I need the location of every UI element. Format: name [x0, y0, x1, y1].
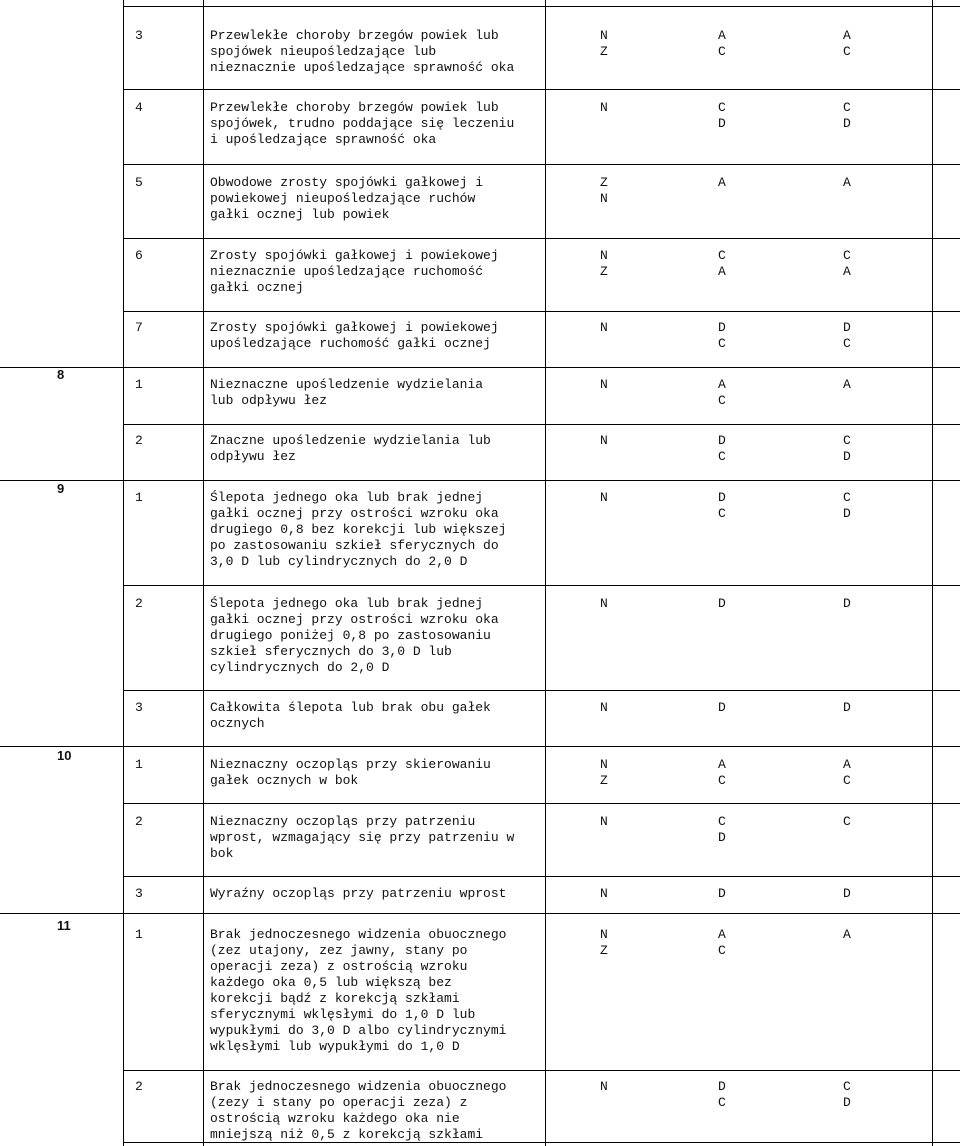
category-column-1: N Z	[600, 757, 608, 788]
category-column-1: N Z	[600, 248, 608, 279]
category-column-1: N	[600, 700, 608, 715]
category-column-2: A	[718, 175, 726, 190]
row-divider	[123, 6, 960, 7]
category-column-2: D C	[718, 433, 726, 464]
row-description: Nieznaczny oczopląs przy patrzeniu wprost, wzmagający się przy patrzeniu w bok	[210, 814, 515, 861]
category-column-3: D	[843, 886, 851, 901]
group-divider	[0, 746, 960, 747]
row-number: 1	[135, 757, 143, 772]
row-description: Przewlekłe choroby brzegów powiek lub spojówek nieupośledzające lub nieznacznie upośledzające sprawność oka	[210, 28, 515, 75]
row-number: 2	[135, 1079, 143, 1094]
column-divider	[932, 0, 933, 1146]
category-column-1: N	[600, 596, 608, 611]
row-description: Nieznaczny oczopląs przy skierowaniu gałek ocznych w bok	[210, 757, 491, 788]
category-column-1: N Z	[600, 28, 608, 59]
category-column-3: A C	[843, 28, 851, 59]
row-divider	[123, 690, 960, 691]
category-column-1: Z N	[600, 175, 608, 206]
category-column-3: A	[843, 927, 851, 942]
row-number: 1	[135, 490, 143, 505]
category-column-3: A	[843, 377, 851, 392]
row-number: 5	[135, 175, 143, 190]
category-column-1: N	[600, 1079, 608, 1094]
group-number: 8	[57, 367, 65, 382]
category-column-2: C D	[718, 814, 726, 845]
row-number: 1	[135, 377, 143, 392]
category-column-3: C D	[843, 490, 851, 521]
row-description: Wyraźny oczopląs przy patrzeniu wprost	[210, 886, 507, 901]
row-description: Brak jednoczesnego widzenia obuocznego (zezy i stany po operacji zeza) z ostrością wzroku każdego oka nie mniejszą niż 0,5 z korekcją szkłami	[210, 1079, 507, 1142]
row-description: Znaczne upośledzenie wydzielania lub odpływu łez	[210, 433, 491, 464]
category-column-1: N Z	[600, 927, 608, 958]
row-description: Przewlekłe choroby brzegów powiek lub spojówek, trudno poddające się leczeniu i upośledzające sprawność oka	[210, 100, 515, 147]
category-column-2: A C	[718, 927, 726, 958]
group-number: 10	[57, 748, 72, 763]
category-column-2: A C	[718, 757, 726, 788]
row-divider	[123, 89, 960, 90]
row-description: Zrosty spojówki gałkowej i powiekowej nieznacznie upośledzające ruchomość gałki ocznej	[210, 248, 499, 295]
group-divider	[0, 367, 960, 368]
row-divider	[123, 1070, 960, 1071]
row-number: 1	[135, 927, 143, 942]
group-divider	[0, 480, 960, 481]
category-column-2: D	[718, 596, 726, 611]
row-divider	[123, 311, 960, 312]
category-column-3: C A	[843, 248, 851, 279]
category-column-2: D C	[718, 320, 726, 351]
row-number: 3	[135, 700, 143, 715]
row-number: 2	[135, 433, 143, 448]
category-column-1: N	[600, 320, 608, 335]
row-divider	[123, 803, 960, 804]
category-column-3: C	[843, 814, 851, 829]
row-number: 6	[135, 248, 143, 263]
row-number: 3	[135, 886, 143, 901]
category-column-1: N	[600, 886, 608, 901]
row-divider	[123, 876, 960, 877]
category-column-3: A	[843, 175, 851, 190]
category-column-1: N	[600, 490, 608, 505]
row-number: 7	[135, 320, 143, 335]
row-divider	[123, 238, 960, 239]
category-column-2: D	[718, 700, 726, 715]
row-divider	[123, 164, 960, 165]
category-column-3: C D	[843, 1079, 851, 1110]
category-column-3: D C	[843, 320, 851, 351]
category-column-3: D	[843, 700, 851, 715]
row-number: 2	[135, 596, 143, 611]
category-column-2: A C	[718, 377, 726, 408]
category-column-1: N	[600, 100, 608, 115]
category-column-2: D	[718, 886, 726, 901]
column-divider	[545, 0, 546, 1146]
category-column-3: D	[843, 596, 851, 611]
category-column-3: C D	[843, 433, 851, 464]
category-column-2: C A	[718, 248, 726, 279]
category-column-2: D C	[718, 490, 726, 521]
row-divider	[123, 585, 960, 586]
row-description: Nieznaczne upośledzenie wydzielania lub odpływu łez	[210, 377, 484, 408]
category-column-3: C D	[843, 100, 851, 131]
row-number: 2	[135, 814, 143, 829]
row-number: 3	[135, 28, 143, 43]
group-number: 11	[57, 918, 71, 933]
category-column-2: D C	[718, 1079, 726, 1110]
row-description: Ślepota jednego oka lub brak jednej gałki ocznej przy ostrości wzroku oka drugiego 0,8 bez korekcji lub większej po zastosowaniu szkieł sferycznych do 3,0 D lub cylindrycznych do 2,0 D	[210, 490, 507, 569]
column-divider	[203, 0, 204, 1146]
row-description: Brak jednoczesnego widzenia obuocznego (zez utajony, zez jawny, stany po operacji zeza) z ostrością wzroku każdego oka 0,5 lub większą bez korekcji bądź z korekcją szkłami sferycznymi wklęsłymi do 1,0 D lub wypukłymi do 3,0 D albo cylindrycznymi wklęsłymi lub wypukłymi do 1,0 D	[210, 927, 507, 1054]
category-column-2: C D	[718, 100, 726, 131]
category-column-1: N	[600, 433, 608, 448]
category-column-2: A C	[718, 28, 726, 59]
group-divider	[0, 913, 960, 914]
category-column-1: N	[600, 814, 608, 829]
column-divider	[123, 0, 124, 1146]
row-description: Obwodowe zrosty spojówki gałkowej i powiekowej nieupośledzające ruchów gałki ocznej lub powiek	[210, 175, 484, 222]
row-divider	[123, 424, 960, 425]
category-column-1: N	[600, 377, 608, 392]
group-number: 9	[57, 481, 65, 496]
row-description: Ślepota jednego oka lub brak jednej gałki ocznej przy ostrości wzroku oka drugiego poniżej 0,8 po zastosowaniu szkieł sferycznych do 3,0 D lub cylindrycznych do 2,0 D	[210, 596, 499, 675]
row-description: Zrosty spojówki gałkowej i powiekowej upośledzające ruchomość gałki ocznej	[210, 320, 499, 351]
row-number: 4	[135, 100, 143, 115]
row-description: Całkowita ślepota lub brak obu gałek ocznych	[210, 700, 491, 731]
category-column-3: A C	[843, 757, 851, 788]
